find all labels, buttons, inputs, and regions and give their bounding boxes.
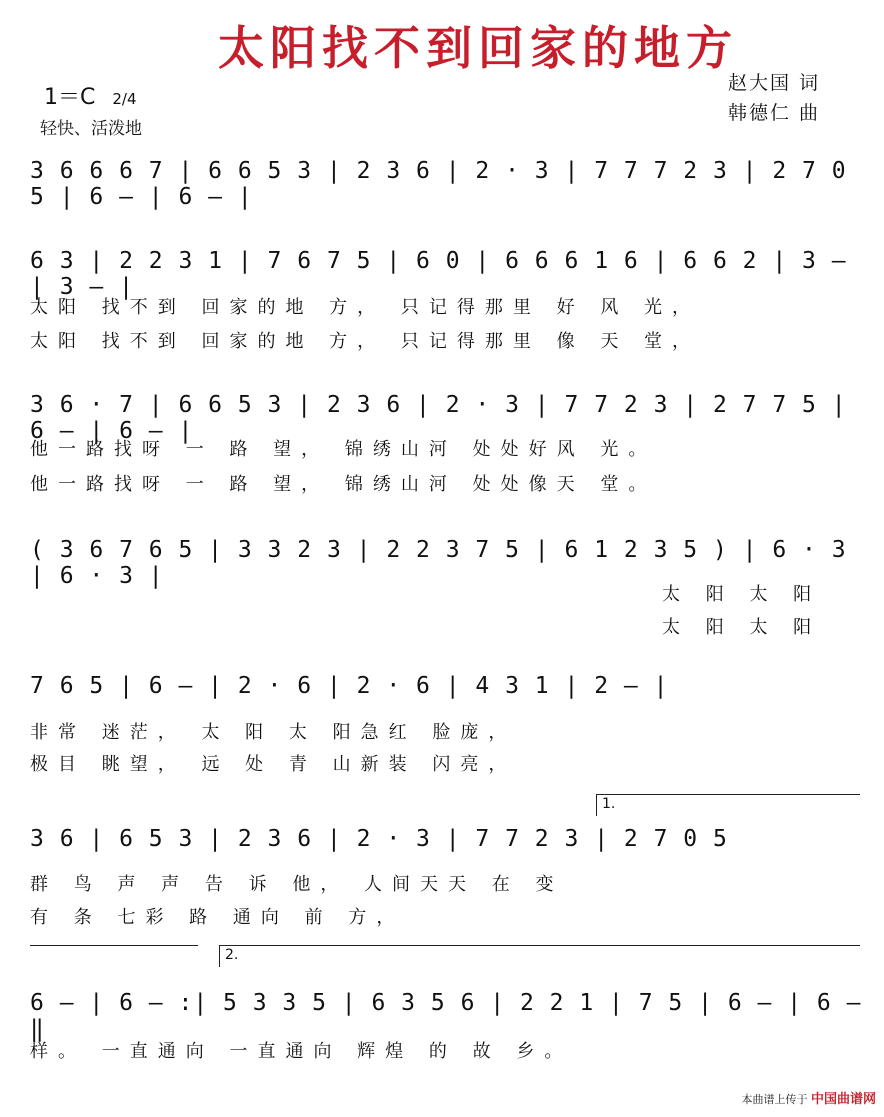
volta-2-line [219,945,860,946]
lyric-line: 非常 迷茫， 太 阳 太 阳急红 脸庞， [30,722,517,743]
volta-2-bracket [219,945,220,967]
score-line-5: 7 6 5 | 6 — | 2 · 6 | 2 · 6 | 4 3 1 | 2 — | [30,673,669,699]
key-text: 1＝C [44,85,96,110]
score-line-2: 6 3 | 2 2 3 1 | 7 6 7 5 | 6 0 | 6 6 6 1 6 | 6 6 2 | 3 — | 3 — | [30,248,847,300]
time-signature: 2/4 [112,90,137,108]
tempo-marking: 轻快、活泼地 [40,119,142,139]
lyricist: 赵大国 词 [728,72,821,94]
lyric-line: 太 阳 太 阳 [662,617,822,638]
volta-1-bracket [596,794,597,816]
volta-1-end-line [30,945,198,946]
lyric-line: 太阳 找不到 回家的地 方， 只记得那里 好 风 光， [30,297,701,318]
score-line-1: 3 6 6 6 7 | 6 6 5 3 | 2 3 6 | 2 · 3 | 7 7 7 2 3 | 2 7 0 5 | 6 — | 6 — | [30,158,847,210]
score-line-7: 6 — | 6 — :| 5 3 3 5 | 6 3 5 6 | 2 2 1 | 7 5 | 6 — | 6 — ‖ [30,990,862,1042]
footer-source [741,1088,876,1107]
lyric-line: 群 鸟 声 声 告 诉 他， 人间天天 在 变 [30,874,564,895]
site-logo[interactable]: 中国曲谱网 [810,1092,876,1107]
volta-2-number: 2. [225,947,239,963]
lyric-line: 太阳 找不到 回家的地 方， 只记得那里 像 天 堂， [30,331,701,352]
composer: 韩德仁 曲 [728,102,821,124]
score-line-4: ( 3 6 7 6 5 | 3 3 2 3 | 2 2 3 7 5 | 6 1 2 3 5 ) | 6 · 3 | 6 · 3 | [30,537,847,589]
lyric-line: 他一路找呀 一 路 望， 锦绣山河 处处好风 光。 [30,439,657,460]
volta-1-line [596,794,860,795]
lyric-line: 太 阳 太 阳 [662,584,822,605]
volta-1-number: 1. [602,796,616,812]
lyric-line: 他一路找呀 一 路 望， 锦绣山河 处处像天 堂。 [30,474,657,495]
score-line-3: 3 6 · 7 | 6 6 5 3 | 2 3 6 | 2 · 3 | 7 7 2 3 | 2 7 7 5 | 6 — | 6 — | [30,392,847,444]
footer-text: 本曲谱上传于 [741,1093,808,1106]
lyric-line: 样。 一直通向 一直通向 辉煌 的 故 乡。 [30,1041,573,1062]
lyric-line: 有 条 七彩 路 通向 前 方， [30,907,405,928]
key-signature [44,80,137,111]
lyric-line: 极目 眺望， 远 处 青 山新装 闪亮， [30,754,517,775]
score-line-6: 3 6 | 6 5 3 | 2 3 6 | 2 · 3 | 7 7 2 3 | 2 7 0 5 [30,826,728,852]
song-title: 太阳找不到回家的地方 [218,21,738,75]
